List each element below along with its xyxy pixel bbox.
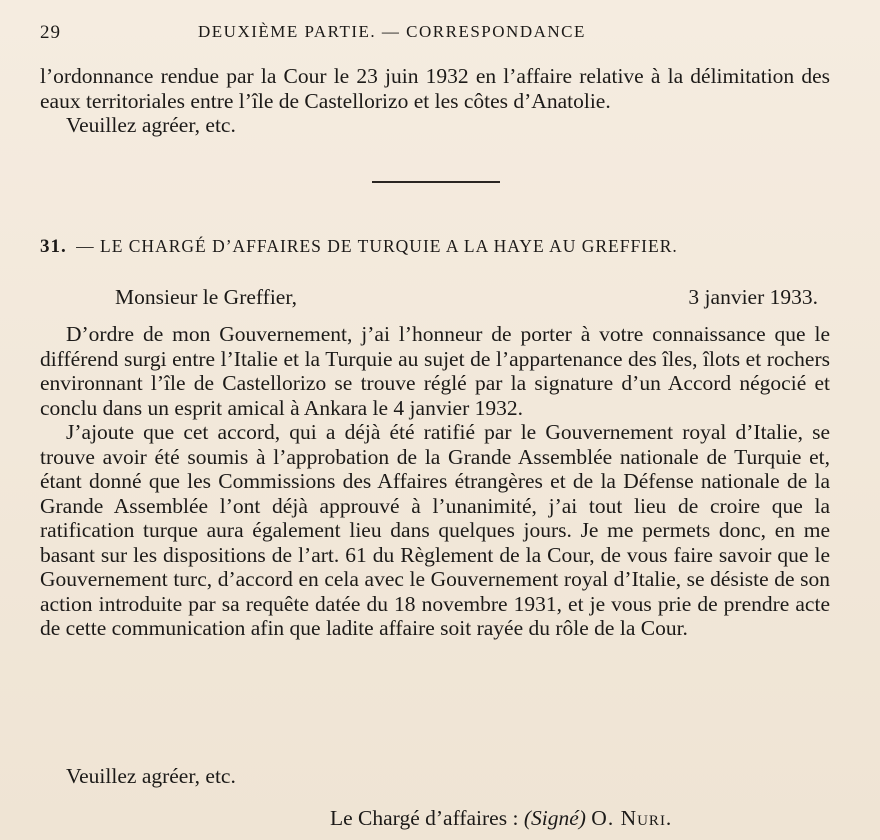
signature-line	[330, 806, 672, 831]
signature-role: Le Chargé d’affaires :	[330, 806, 519, 830]
signature-name: O. Nuri.	[591, 806, 673, 830]
signature-signed: (Signé)	[523, 806, 586, 830]
letter-date: 3 janvier 1933.	[688, 285, 818, 309]
letter-body	[40, 322, 830, 641]
intro-block	[40, 64, 830, 138]
intro-paragraph: l’ordonnance rendue par la Cour le 23 juin 1932 en l’affaire relative à la délimitation des eaux territoriales entre l’île de Castellorizo et les côtes d’Anatolie.	[40, 64, 830, 113]
section-heading	[40, 236, 830, 258]
section-title: — LE CHARGÉ D’AFFAIRES DE TURQUIE A LA HAYE AU GREFFIER.	[76, 236, 678, 256]
page-header	[40, 22, 830, 48]
letter-closing: Veuillez agréer, etc.	[66, 764, 236, 788]
page-number: 29	[40, 22, 61, 43]
salutation-row	[40, 285, 830, 311]
section-number: 31.	[40, 236, 67, 257]
running-head: DEUXIÈME PARTIE. — CORRESPONDANCE	[198, 22, 586, 41]
section-divider	[372, 181, 500, 183]
letter-salutation: Monsieur le Greffier,	[115, 285, 298, 309]
letter-paragraph-2: J’ajoute que cet accord, qui a déjà été ratifié par le Gouvernement royal d’Italie, se trouve avoir été soumis à l’approbation de la Grande Assemblée nationale de Turquie et, étant donné que les Commissions des Affaires étrangères et de la Défense nationale de la Grande Assemblée l’ont déjà approuvé à l’unanimité, j’ai tout lieu de croire que la ratification turque aura également lieu dans quelques jours. Je me permets donc, en me basant sur les dispositions de l’art. 61 du Règlement de la Cour, de vous faire savoir que le Gouvernement turc, d’accord en cela avec le Gouvernement royal d’Italie, se désiste de son action introduite par sa requête datée du 18 novembre 1931, et je vous prie de prendre acte de cette communication afin que ladite affaire soit rayée du rôle de la Cour.	[40, 420, 830, 640]
intro-closing: Veuillez agréer, etc.	[66, 113, 236, 137]
letter-paragraph-1: D’ordre de mon Gouvernement, j’ai l’honneur de porter à votre connaissance que le différend surgi entre l’Italie et la Turquie au sujet de l’appartenance des îles, îlots et rochers environnant l’île de Castellorizo se trouve réglé par la signature d’un Accord négocié et conclu dans un esprit amical à Ankara le 4 janvier 1932.	[40, 322, 830, 420]
